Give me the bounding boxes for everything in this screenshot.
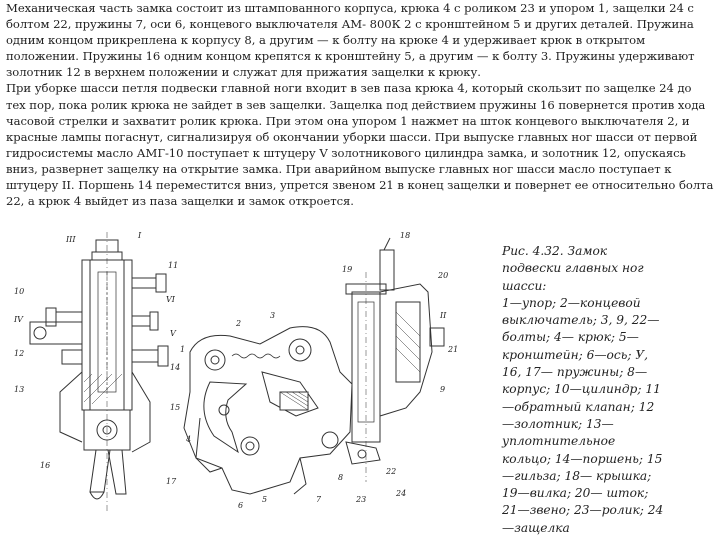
label-n6: 6: [238, 501, 244, 510]
caption-line: болты; 4— крюк; 5—: [502, 330, 639, 345]
label-n8: 8: [338, 473, 344, 482]
callout-labels: [13, 232, 458, 510]
label-n5: 5: [262, 495, 268, 504]
caption-line: выключатель; 3, 9, 22—: [502, 313, 660, 328]
label-n15: 15: [170, 403, 181, 412]
hook-latch-drawing: [184, 238, 444, 494]
label-I: I: [138, 232, 142, 240]
caption-line: уплотнительное: [502, 434, 616, 449]
label-n21: 21: [448, 345, 459, 354]
label-n11: 11: [168, 261, 179, 270]
label-V: V: [170, 329, 176, 338]
label-n12: 12: [14, 349, 25, 358]
paragraph-2: При уборке шасси петля подвески главной ноги входит в зев паза крюка 4, который скользит по защелке 24 до тех пор, пока ролик крюка не зайдет в зев защелки. Защелка под действием пружины 16 повернется против хода часовой стрелки и захватит ролик крюка. При этом она упором 1 нажмет на шток концевого выключателя 2, и красные лампы погаснут, сигнализируя об окончании уборки шасси. При выпуске главных ног шасси от первой гидросистемы масло АМГ-10 поступает к штуцеру V золотникового цилиндра замка, и золотник 12, опускаясь вниз, развернет защелку на открытие замка. При аварийном выпуске главных ног шасси масло поступает к штуцеру II. Поршень 14 переместится вниз, упрется звеном 21 в конец защелки и повернет ее относительно болта 22, а крюк 4 выйдет из паза защелки и замок откроется.: [6, 81, 714, 209]
caption-line: —обратный клапан; 12: [502, 399, 655, 414]
lock-mechanism-figure: [0, 232, 498, 540]
caption-line: —золотник; 13—: [502, 416, 614, 431]
caption-line: 1—упор; 2—концевой: [502, 295, 641, 310]
caption-line: корпус; 10—цилиндр; 11: [502, 382, 661, 397]
caption-line: 19—вилка; 20— шток;: [502, 486, 649, 501]
label-n14: 14: [170, 363, 181, 372]
label-II: II: [440, 311, 447, 320]
figure-caption: [502, 243, 716, 537]
label-n1: 1: [180, 345, 186, 354]
caption-line: 16, 17— пружины; 8—: [502, 365, 648, 380]
label-n17: 17: [166, 477, 177, 486]
caption-line: подвески главных ног: [502, 261, 644, 276]
label-n20: 20: [438, 271, 449, 280]
caption-line: кольцо; 14—поршень; 15: [502, 451, 663, 466]
label-n9: 9: [440, 385, 446, 394]
label-n22: 22: [386, 467, 397, 476]
label-IV: IV: [14, 315, 23, 324]
label-n19: 19: [342, 265, 353, 274]
caption-line: кронштейн; 6—ось; У,: [502, 347, 649, 362]
label-VI: VI: [166, 295, 175, 304]
label-III: III: [66, 235, 76, 244]
label-n16: 16: [40, 461, 51, 470]
caption-line: шасси:: [502, 278, 547, 293]
caption-line: 21—звено; 23—ролик; 24: [502, 503, 664, 518]
cylinder-assembly-drawing: [30, 232, 168, 512]
label-n18: 18: [400, 232, 411, 240]
label-n2: 2: [236, 319, 242, 328]
caption-line: —защелка: [502, 520, 570, 535]
label-n23: 23: [356, 495, 367, 504]
label-n4: 4: [186, 435, 192, 444]
caption-line: —гильза; 18— крышка;: [502, 468, 652, 483]
caption-line: Рис. 4.32. Замок: [502, 244, 608, 258]
body-text: [6, 0, 714, 209]
label-n7: 7: [316, 495, 322, 504]
label-n3: 3: [270, 311, 276, 320]
label-n10: 10: [14, 287, 25, 296]
label-n24: 24: [396, 489, 407, 498]
paragraph-1: Механическая часть замка состоит из штампованного корпуса, крюка 4 с роликом 23 и упором 1, защелки 24 с болтом 22, пружины 7, оси 6, концевого выключателя АМ- 800К 2 с кронштейном 5 и других деталей. Пружина одним концом прикреплена к корпусу 8, а другим — к болту на крюке 4 и удерживает крюк в открытом положении. Пружины 16 одним концом крепятся к кронштейну 5, а другим — к болту 3. Пружины удерживают золотник 12 в верхнем положении и служат для прижатия защелки к крюку.: [6, 1, 695, 80]
label-n13: 13: [14, 385, 25, 394]
